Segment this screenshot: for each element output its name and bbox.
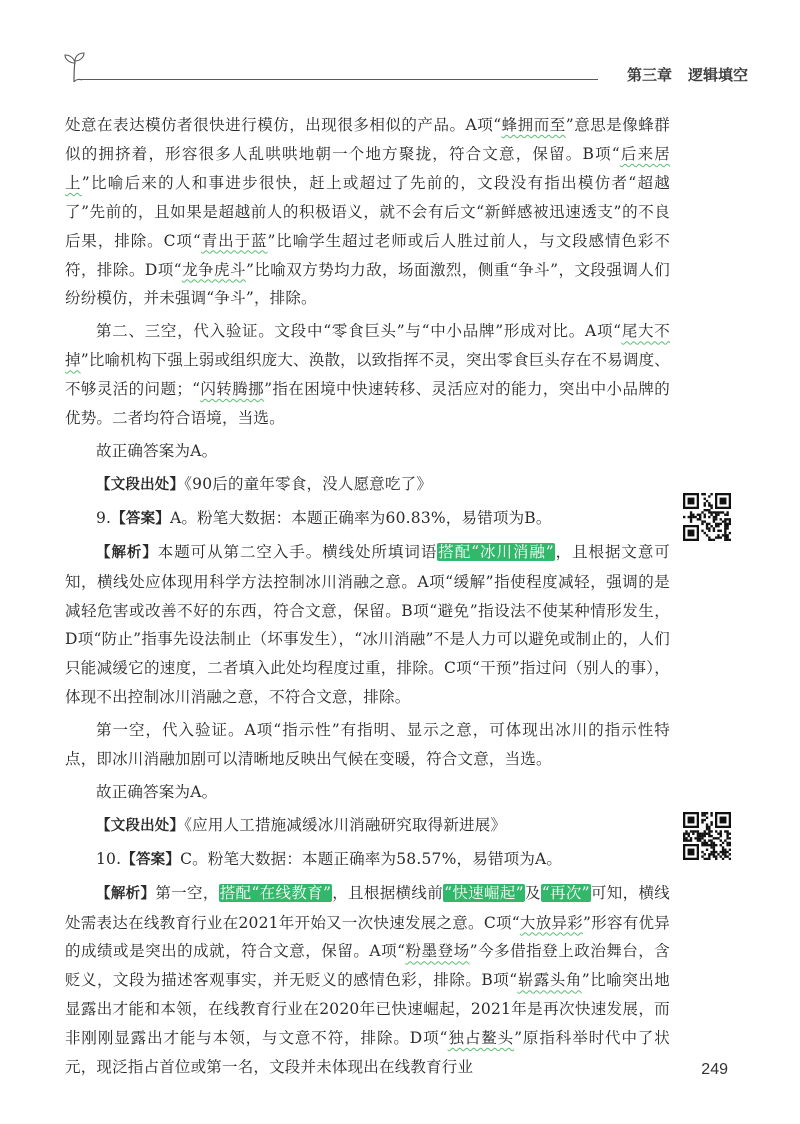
underlined-idiom: 蜂拥而至 [501,116,566,134]
text-run: 第一空，代入验证。A项“指示性”有指明、显示之意，可体现出冰川的指示性特点，即冰川消融加剧可以清晰地反映出气候在变暖，符合文意，当选。 [65,721,670,769]
page-header [60,52,750,88]
text-run: ”意思是像蜂群似的拥挤着，形容很多人乱哄哄地朝一个地方聚拢，符合文意，保留。B项“ [65,116,670,163]
section-tag: 【解析】 [96,885,156,902]
underlined-idiom: 青出于蓝 [200,231,268,250]
text-run: ，且根据横线前 [332,883,444,902]
text-run: ”比喻机构下强上弱或组织庞大、涣散，以致指挥不灵，突出零食巨头存在不易调度、不够灵活的问题；“ [65,351,671,399]
paragraph [65,811,670,841]
qr-code-icon [683,812,731,860]
paragraph [65,437,670,466]
text-run: ”原指科举时代中了状元，现泛指占首位或第一名，文段并未体现出在线教育行业 [65,1029,670,1077]
highlighted-phrase: “快速崛起” [444,883,524,902]
underlined-idiom: 独占鳌头 [447,1029,515,1048]
paragraph [65,778,670,807]
highlighted-phrase: 搭配“冰川消融” [438,542,554,561]
paragraph [65,538,670,712]
text-run: ”形容有优异的成绩或是突出的成就，符合文意，保留。A项“ [65,913,670,961]
text-run: ”比喻突出地显露出才能和本领，在线教育行业在2020年已快速崛起，2021年是再次快速发展，而非刚刚显露出才能与本领，与文意不符，排除。D项“ [65,971,670,1048]
text-run: ”比喻后来的人和事进步很快，赶上或超过了先前的，文段没有指出模仿者“超越了”先前的，且如果是超越前人的积极语义，就不会有后文“新鲜感被迅速透支”的不良后果，排除。C项“ [65,173,670,250]
paragraph [65,879,670,1082]
paragraph [65,504,670,534]
text-run: 9. [96,508,112,527]
text-run: 本题可从第二空入手。横线处所填词语 [157,542,438,561]
text-run: A。粉笔大数据：本题正确率为60.83%，易错项为B。 [170,508,552,527]
text-run: 第一空， [155,883,219,902]
section-tag: 【解析】 [96,544,158,561]
text-run: 《90后的童年零食，没人愿意吃了》 [184,474,433,493]
paragraph [65,716,670,774]
underlined-idiom: 龙争虎斗 [181,260,246,279]
text-run: C。粉笔大数据：本题正确率为58.57%，易错项为A。 [180,849,563,868]
section-tag: 【文段出处】 [96,817,185,834]
answer-explanation-text [65,111,670,1086]
text-run: 处意在表达模仿者很快进行模仿，出现很多相似的产品。A项“ [65,116,502,134]
underlined-idiom: 闪转腾挪 [200,380,265,399]
highlighted-phrase: “再次” [541,883,590,902]
header-rule [78,79,598,80]
text-run: ，且根据文意可知，横线处应体现用科学方法控制冰川消融之意。A项“缓解”指使程度减轻，强调的是减轻危害或改善不好的东西，符合文意，保留。B项“避免”指设法不使某种情形发生，D项“防止”指事先设法制止（坏事发生），“冰川消融”不是人力可以避免或制止的，人们只能减缓它的速度，二者填入此处均程度过重，排除。C项“干预”指过问（别人的事），体现不出控制冰川消融之意，不符合文意，排除。 [65,542,670,707]
paragraph [65,317,670,433]
text-run: 第二、三空，代入验证。文段中“零食巨头”与“中小品牌”形成对比。A项“ [96,322,622,341]
text-run: 可知，横线处需表达在线教育行业在2021年开始又一次快速发展之意。C项“ [65,883,670,932]
text-run: ”今多借指登上政治舞台，含贬义，文段为描述客观事实，并无贬义的感情色彩，排除。B项“ [65,942,670,990]
text-run: 故正确答案为A。 [96,782,218,801]
page-number: 249 [701,1061,728,1078]
text-run: 故正确答案为A。 [96,441,218,460]
paragraph [65,470,670,500]
section-tag: 【答案】 [111,510,171,527]
highlighted-phrase: 搭配“在线教育” [219,883,332,902]
section-tag: 【答案】 [121,851,181,868]
text-run: ”比喻学生超过老师或后人胜过前人，与文段感情色彩不符，排除。D项“ [65,231,670,279]
qr-code-icon [683,493,731,541]
text-run: ”比喻双方势均力敌，场面激烈，侧重“争斗”，文段强调人们纷纷模仿，并未强调“争斗”，排除。 [65,260,670,308]
underlined-idiom: 粉墨登场 [405,942,470,961]
underlined-idiom: 后来居上 [65,144,670,192]
qr-code-question-10[interactable] [683,812,731,860]
text-run: 及 [524,883,541,902]
underlined-idiom: 尾大不掉 [65,322,670,370]
section-tag: 【文段出处】 [96,476,185,493]
text-run: ”指在困境中快速转移、灵活应对的能力，突出中小品牌的优势。二者均符合语境，当选。 [65,380,670,428]
chapter-heading [611,64,748,85]
text-run: 10. [96,849,122,868]
underlined-idiom: 崭露头角 [517,971,582,990]
chapter-title: 逻辑填空 [687,66,748,84]
qr-code-question-9[interactable] [683,493,731,541]
underlined-idiom: 大放异彩 [519,913,584,932]
paragraph [65,845,670,875]
paragraph [65,111,670,313]
chapter-number: 第三章 [626,66,672,84]
text-run: 《应用人工措施减缓冰川消融研究取得新进展》 [184,815,507,834]
